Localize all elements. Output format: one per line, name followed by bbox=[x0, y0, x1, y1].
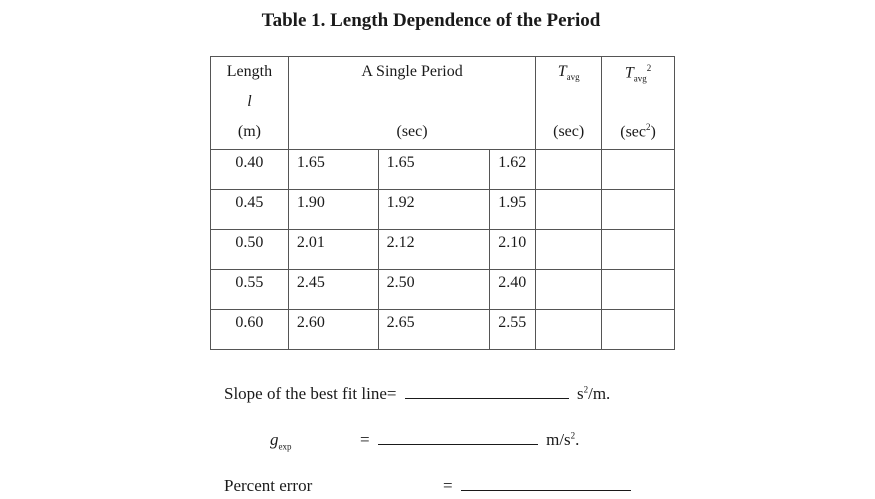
gexp-value-line bbox=[360, 430, 579, 450]
cell-tavg[interactable] bbox=[536, 150, 602, 190]
header-tavg2-unit: $(\sec^2)$ bbox=[620, 121, 656, 140]
header-tavg2 bbox=[602, 57, 675, 150]
percent-error-blank[interactable] bbox=[461, 489, 631, 491]
slope-unit: $s^2/m$. bbox=[576, 384, 611, 403]
cell-tavg2[interactable] bbox=[602, 310, 675, 350]
period-table bbox=[210, 56, 675, 350]
table-row bbox=[211, 230, 675, 270]
cell-period-2: 1.65 bbox=[378, 150, 490, 190]
cell-tavg2[interactable] bbox=[602, 150, 675, 190]
gexp-blank[interactable] bbox=[378, 443, 538, 445]
cell-period-3: 1.95 bbox=[490, 190, 536, 230]
header-tavg-label: $T_{avg}$ bbox=[557, 63, 580, 83]
table-title: Table 1. Length Dependence of the Period bbox=[261, 10, 601, 31]
cell-period-2: 1.92 bbox=[378, 190, 490, 230]
cell-length: 0.55 bbox=[211, 270, 289, 310]
cell-period-2: 2.12 bbox=[378, 230, 490, 270]
cell-period-1: 2.01 bbox=[288, 230, 378, 270]
gexp-line bbox=[270, 430, 292, 451]
table-row bbox=[211, 310, 675, 350]
cell-tavg2[interactable] bbox=[602, 270, 675, 310]
cell-tavg[interactable] bbox=[536, 310, 602, 350]
cell-length: 0.45 bbox=[211, 190, 289, 230]
table-header-row bbox=[211, 57, 675, 150]
cell-period-1: 2.60 bbox=[288, 310, 378, 350]
cell-period-3: 2.55 bbox=[490, 310, 536, 350]
slope-line bbox=[224, 384, 610, 404]
cell-period-2: 2.65 bbox=[378, 310, 490, 350]
header-length bbox=[211, 57, 289, 150]
slope-blank[interactable] bbox=[405, 397, 569, 399]
gexp-unit: $m/s^2$. bbox=[546, 430, 580, 449]
header-tavg2-label: $T_{avg}^2$ bbox=[624, 63, 652, 84]
cell-period-3: 2.10 bbox=[490, 230, 536, 270]
cell-period-3: 1.62 bbox=[490, 150, 536, 190]
header-length-symbol: l bbox=[247, 93, 252, 110]
table-row bbox=[211, 270, 675, 310]
percent-error-label: Percent error bbox=[224, 476, 313, 495]
header-single-period-unit: (sec) bbox=[396, 123, 428, 140]
cell-period-3: 2.40 bbox=[490, 270, 536, 310]
header-length-unit: (m) bbox=[237, 123, 261, 140]
cell-tavg2[interactable] bbox=[602, 190, 675, 230]
cell-tavg2[interactable] bbox=[602, 230, 675, 270]
gexp-equals: = bbox=[360, 430, 370, 449]
cell-period-1: 2.45 bbox=[288, 270, 378, 310]
header-single-period-label: A Single Period bbox=[361, 63, 463, 80]
header-tavg bbox=[536, 57, 602, 150]
header-tavg-unit: (sec) bbox=[553, 123, 585, 140]
percent-error-equals: = bbox=[443, 476, 453, 495]
header-length-label: Length bbox=[226, 63, 273, 80]
header-single-period bbox=[288, 57, 535, 150]
cell-tavg[interactable] bbox=[536, 230, 602, 270]
percent-error-value-line bbox=[443, 476, 635, 496]
slope-label: Slope of the best fit line= bbox=[224, 384, 397, 403]
cell-period-2: 2.50 bbox=[378, 270, 490, 310]
table-row bbox=[211, 190, 675, 230]
gexp-symbol: $g_{exp}$ bbox=[270, 430, 292, 452]
cell-tavg[interactable] bbox=[536, 270, 602, 310]
cell-length: 0.60 bbox=[211, 310, 289, 350]
cell-tavg[interactable] bbox=[536, 190, 602, 230]
cell-length: 0.40 bbox=[211, 150, 289, 190]
cell-period-1: 1.65 bbox=[288, 150, 378, 190]
percent-error-line bbox=[224, 476, 312, 496]
cell-period-1: 1.90 bbox=[288, 190, 378, 230]
table-row bbox=[211, 150, 675, 190]
cell-length: 0.50 bbox=[211, 230, 289, 270]
